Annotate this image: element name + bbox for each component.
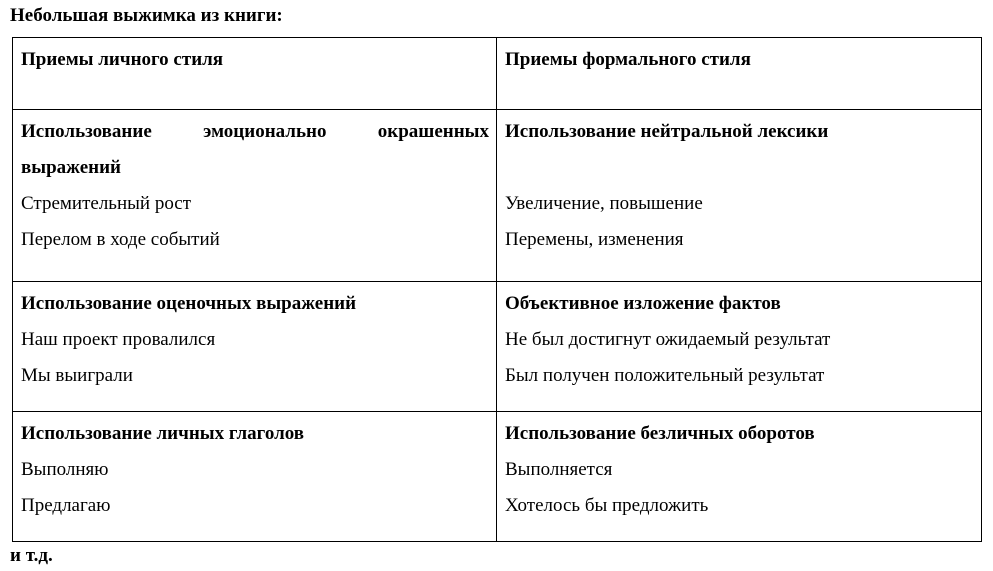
cell-title: Использование эмоционально окрашенных выражений — [21, 121, 489, 178]
cell-title: Использование нейтральной лексики — [505, 121, 829, 142]
header-label: Приемы формального стиля — [505, 49, 751, 70]
cell-title: Использование личных глаголов — [21, 423, 305, 444]
cell-example: Предлагаю — [21, 495, 111, 516]
table-row — [13, 412, 982, 542]
footer-etc: и т.д. — [10, 545, 53, 566]
cell-example: Был получен положительный результат — [505, 365, 825, 386]
cell-example: Перелом в ходе событий — [21, 229, 220, 250]
table-cell-formal — [497, 412, 982, 542]
table-row — [13, 110, 982, 282]
cell-example: Увеличение, повышение — [505, 193, 703, 214]
cell-example: Перемены, изменения — [505, 229, 684, 250]
header-label: Приемы личного стиля — [21, 49, 224, 70]
table-row — [13, 282, 982, 412]
style-comparison-table — [12, 37, 982, 542]
blank-line — [505, 150, 974, 186]
table-cell-personal — [13, 110, 497, 282]
cell-example: Не был достигнут ожидаемый результат — [505, 329, 831, 350]
cell-title: Использование безличных оборотов — [505, 423, 815, 444]
header-formal-style — [497, 38, 982, 110]
cell-example: Мы выиграли — [21, 365, 133, 386]
table-header-row — [13, 38, 982, 110]
cell-example: Выполняю — [21, 459, 109, 480]
cell-example: Стремительный рост — [21, 193, 192, 214]
cell-example: Наш проект провалился — [21, 329, 216, 350]
page-heading: Небольшая выжимка из книги: — [10, 5, 283, 26]
cell-title: Объективное изложение фактов — [505, 293, 781, 314]
header-personal-style — [13, 38, 497, 110]
cell-title: Использование оценочных выражений — [21, 293, 357, 314]
table-cell-formal — [497, 110, 982, 282]
table-cell-personal — [13, 412, 497, 542]
table-cell-personal — [13, 282, 497, 412]
cell-example: Хотелось бы предложить — [505, 495, 709, 516]
table-cell-formal — [497, 282, 982, 412]
cell-example: Выполняется — [505, 459, 613, 480]
